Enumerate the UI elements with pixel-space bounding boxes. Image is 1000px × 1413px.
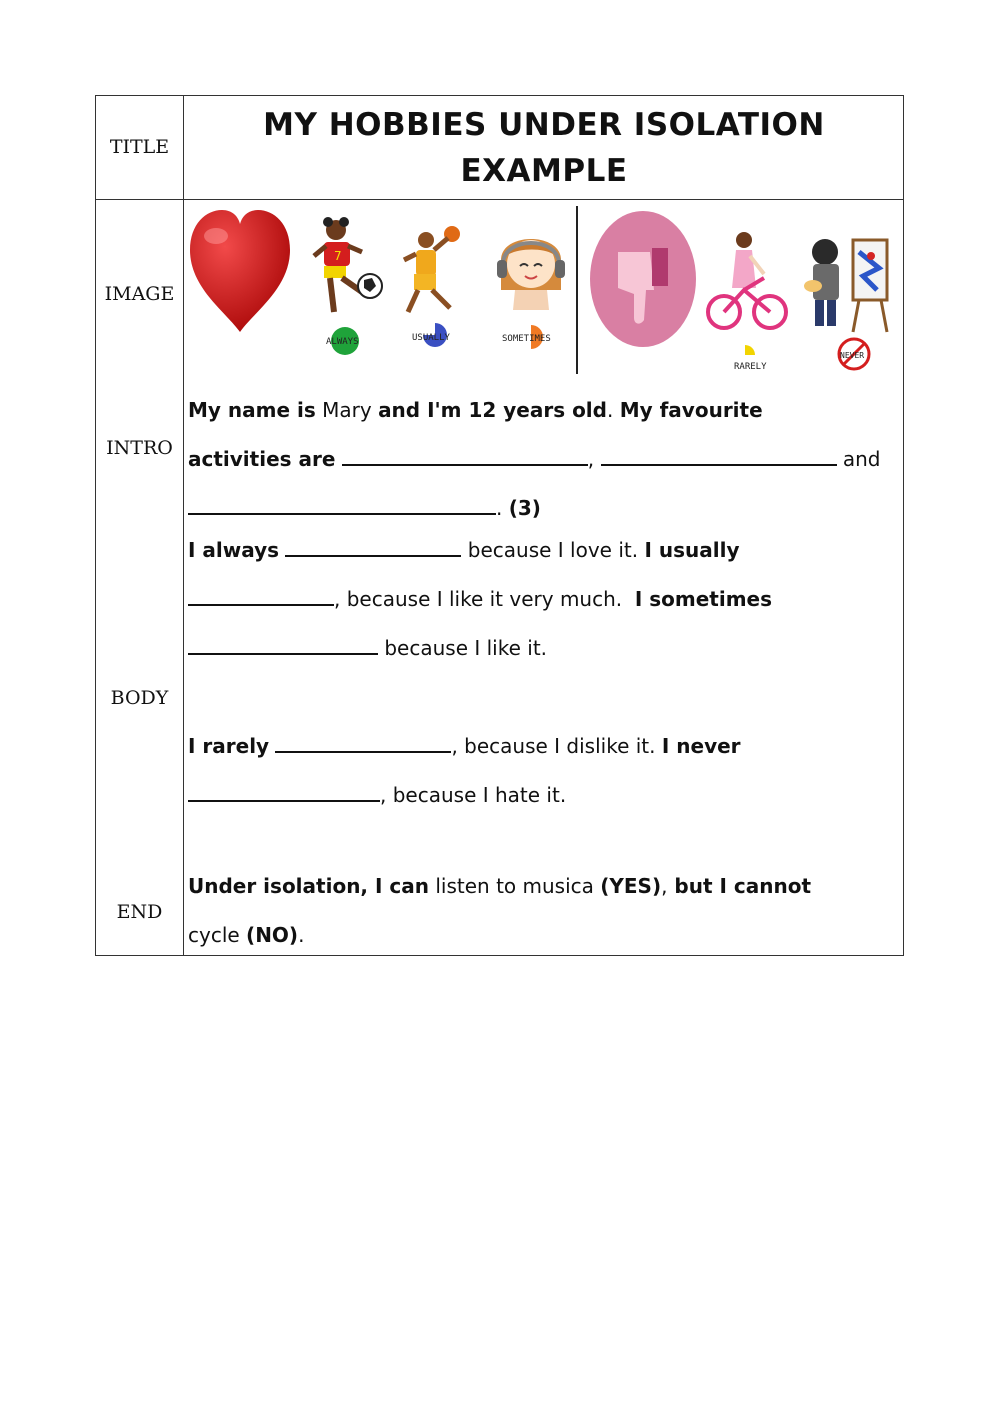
sometimes-blank[interactable]	[188, 635, 378, 655]
end-but: but I cannot	[667, 874, 812, 898]
never-blank[interactable]	[188, 782, 380, 802]
label-intro: INTRO	[106, 437, 173, 459]
caption-sometimes: SOMETIMES	[502, 334, 551, 344]
end-period: .	[298, 923, 305, 947]
body-usually: I usually	[644, 538, 740, 562]
body-line-1	[188, 526, 900, 575]
body-always: I always	[188, 538, 280, 562]
end-yes: (YES)	[600, 874, 662, 898]
intro-and: and	[836, 447, 881, 471]
intro-period: .	[496, 496, 503, 520]
activity-blank-3[interactable]	[188, 495, 496, 515]
body-line-4	[188, 722, 900, 771]
body-never: I never	[661, 734, 741, 758]
body-like-much: , because I like it very much.	[334, 587, 623, 611]
title-row-divider	[96, 199, 903, 200]
likes-dislikes-divider	[576, 206, 578, 374]
label-body: BODY	[110, 687, 169, 709]
end-no: (NO)	[246, 923, 299, 947]
end-line-1	[188, 862, 900, 911]
body-hate: , because I hate it.	[380, 783, 567, 807]
intro-count: (3)	[508, 496, 541, 520]
intro-line-2	[188, 435, 900, 484]
page-title	[184, 102, 904, 194]
label-title: TITLE	[109, 136, 170, 158]
intro-favourite: My favourite	[619, 398, 763, 422]
body-line-2	[188, 575, 900, 624]
end-line-2	[188, 911, 900, 960]
soccer-player-icon	[312, 216, 384, 326]
caption-rarely: RARELY	[734, 362, 767, 372]
painter-icon	[803, 232, 891, 336]
svg-text:7: 7	[334, 249, 342, 263]
column-divider	[183, 96, 184, 955]
body-rarely: I rarely	[188, 734, 270, 758]
title-line-1: MY HOBBIES UNDER ISOLATION	[263, 107, 825, 143]
body-line-5	[188, 771, 900, 820]
worksheet-table	[95, 95, 904, 956]
activity-blank-1[interactable]	[342, 446, 588, 466]
intro-my-name: My name is	[188, 398, 316, 422]
label-image: IMAGE	[104, 283, 175, 305]
music-listener-icon	[491, 220, 571, 316]
title-line-2: EXAMPLE	[460, 153, 628, 189]
body-love: because I love it.	[461, 538, 639, 562]
caption-never: NEVER	[840, 351, 865, 360]
intro-activities: activities are	[188, 447, 336, 471]
caption-always: ALWAYS	[326, 337, 359, 347]
rarely-blank[interactable]	[275, 733, 451, 753]
body-like: because I like it.	[378, 636, 548, 660]
intro-line-1	[188, 386, 900, 435]
intro-name-value: Mary	[315, 398, 379, 422]
intro-age: and I'm 12 years old	[378, 398, 607, 422]
body-dislike: , because I dislike it.	[451, 734, 656, 758]
end-listen: listen to musica	[429, 874, 601, 898]
cyclist-icon	[706, 228, 788, 340]
end-under: Under isolation, I can	[188, 874, 429, 898]
end-cycle: cycle	[188, 923, 247, 947]
usually-blank[interactable]	[188, 586, 334, 606]
thumbs-down-icon	[588, 208, 698, 350]
end-comma: ,	[661, 874, 668, 898]
intro-dot: .	[606, 398, 620, 422]
always-blank[interactable]	[285, 537, 461, 557]
label-end: END	[116, 901, 163, 923]
activity-blank-2[interactable]	[601, 446, 837, 466]
intro-comma: ,	[587, 447, 595, 471]
body-sometimes: I sometimes	[634, 587, 773, 611]
caption-usually: USUALLY	[412, 333, 450, 343]
heart-icon	[186, 206, 294, 336]
body-line-3	[188, 624, 900, 673]
hobbies-image-strip	[186, 204, 898, 386]
basketball-player-icon	[400, 224, 462, 320]
